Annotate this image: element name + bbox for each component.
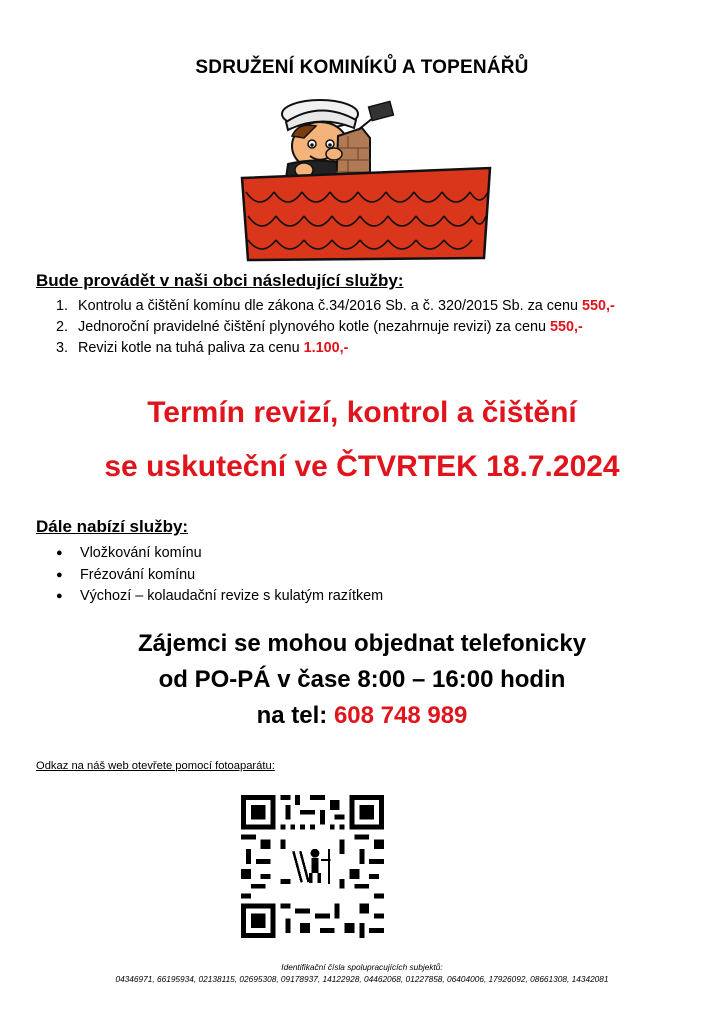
services-list bbox=[56, 296, 615, 359]
contact-line-1: Zájemci se mohou objednat telefonicky bbox=[137, 630, 587, 657]
list-number: 1. bbox=[56, 298, 69, 314]
chimney-sweep-illustration bbox=[238, 92, 494, 262]
list-item bbox=[56, 565, 383, 587]
list-item bbox=[56, 296, 615, 317]
bullet-icon: ● bbox=[56, 590, 63, 602]
bullet-icon: ● bbox=[56, 568, 63, 581]
service-text: Kontrolu a čištění komínu dle zákona č.34/2016 Sb. a č. 320/2015 Sb. za cenu bbox=[78, 298, 583, 314]
headline-line-1: Termín revizí, kontrol a čištění bbox=[147, 396, 577, 429]
contact-line-3 bbox=[0, 698, 724, 734]
service-price: 1.100,- bbox=[303, 340, 349, 356]
services-heading: Bude provádět v naši obci následující služby: bbox=[36, 271, 404, 290]
bullet-icon: ● bbox=[56, 547, 63, 559]
service-price: 550,- bbox=[582, 298, 615, 314]
phone-number[interactable]: 608 748 989 bbox=[333, 702, 468, 729]
list-item bbox=[56, 586, 383, 608]
list-item bbox=[56, 543, 383, 565]
page-title: SDRUŽENÍ KOMINÍKŮ A TOPENÁŘŮ bbox=[195, 57, 529, 78]
extra-services-heading: Dále nabízí služby: bbox=[36, 517, 189, 536]
list-item bbox=[56, 338, 615, 359]
service-price: 550,- bbox=[549, 319, 583, 335]
service-text: Jednoroční pravidelné čištění plynového kotle (nezahrnuje revizi) za cenu bbox=[78, 319, 550, 335]
extra-service-text: Vložkování komínu bbox=[80, 545, 202, 561]
ids-label: Identifikační čísla spolupracujících subjektů: bbox=[281, 962, 443, 972]
extra-service-text: Výchozí – kolaudační revize s kulatým razítkem bbox=[80, 588, 384, 604]
extra-services-list bbox=[56, 543, 383, 608]
service-text: Revizi kotle na tuhá paliva za cenu bbox=[78, 340, 304, 356]
phone-prefix: na tel: bbox=[256, 702, 334, 729]
headline-line-2: se uskuteční ve ČTVRTEK 18.7.2024 bbox=[104, 450, 620, 483]
ids-list: 04346971, 66195934, 02138115, 02695308, 09178937, 14122928, 04462068, 01227858, 06404006, 17926092, 08661308, 14342081 bbox=[115, 974, 609, 984]
qr-code-icon[interactable] bbox=[241, 795, 384, 938]
list-number: 3. bbox=[56, 340, 69, 356]
extra-service-text: Frézování komínu bbox=[80, 566, 196, 583]
contact-line-2: od PO-PÁ v čase 8:00 – 16:00 hodin bbox=[158, 666, 566, 693]
list-item bbox=[56, 317, 615, 338]
qr-caption: Odkaz na náš web otevřete pomocí fotoaparátu: bbox=[36, 760, 275, 772]
list-number: 2. bbox=[56, 319, 69, 335]
